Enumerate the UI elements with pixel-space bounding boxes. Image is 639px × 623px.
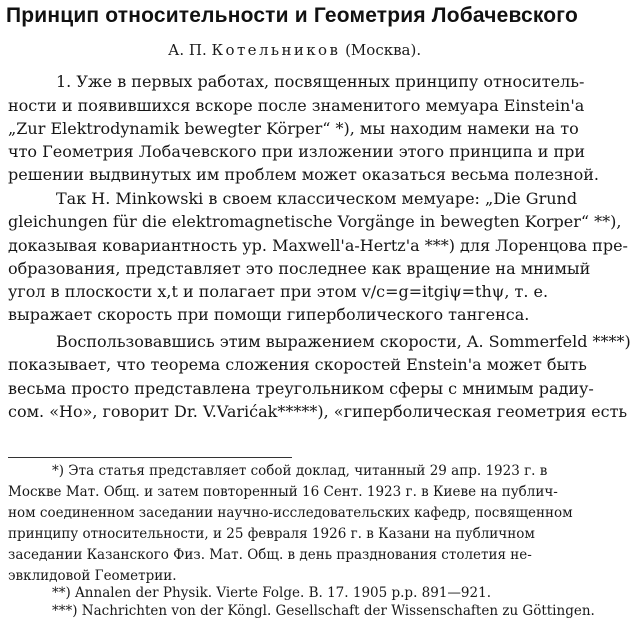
body-line: показывает, что теорема сложения скоростей Enstein'а может быть [8,355,587,374]
body-line: что Геометрия Лобачевского при изложении этого принципа и при [8,142,586,161]
body-line: 1. Уже в первых работах, посвященных принципу относитель- [56,72,585,91]
footnote-line: принципу относительности, и 25 февраля 1926 г. в Казани на публичном [8,526,535,542]
footnote-line: заседании Казанского Физ. Мат. Общ. в день празднования столетия не- [8,547,532,563]
body-line: весьма просто представлена треугольником сферы с мнимым радиу- [8,379,594,398]
body-line: доказывая ковариантность ур. Maxwell'а-Hertz'а ***) для Лоренцова пре- [8,236,628,255]
footnote-line: эвклидовой Геометрии. [8,568,177,584]
author-initials: А. П. [168,41,207,59]
body-line: „Zur Elektrodynamik bewegter Körper“ *), мы находим намеки на то [8,119,579,138]
footnote-line: ном соединенном заседании научно-исследовательских кафедр, посвященном [8,505,573,521]
footnote-line: Москве Мат. Общ. и затем повторенный 16 Сент. 1923 г. в Киеве на публич- [8,484,558,500]
body-line: выражает скорость при помощи гиперболического тангенса. [8,305,530,324]
body-line: решении выдвинутых им проблем может оказаться весьма полезной. [8,165,599,184]
body-line: ности и появившихся вскоре после знаменитого мемуара Einstein'а [8,96,585,115]
body-line: угол в плоскости x,t и полагает при этом v/c=g=itgiψ=thψ, т. е. [8,282,549,301]
author-name: Котельников [211,41,341,59]
footnote-divider [8,457,292,458]
author-line [168,41,421,59]
footnote-line: ***) Nachrichten von der Köngl. Gesellschaft der Wissenschaften zu Göttingen. [52,603,595,619]
footnote-line: *) Эта статья представляет собой доклад, читанный 29 апр. 1923 г. в [52,463,548,479]
body-line: Воспользовавшись этим выражением скорости, A. Sommerfeld ****) [56,332,631,351]
body-line: образования, представляет это последнее как вращение на мнимый [8,259,591,278]
body-line: сом. «Но», говорит Dr. V.Varićak*****), «гиперболическая геометрия есть [8,402,628,421]
author-city: (Москва). [345,41,422,59]
body-line: gleichungen für die elektromagnetische Vorgänge in bewegten Korper“ **), [8,212,622,231]
body-line: Так H. Minkowski в своем классическом мемуаре: „Die Grund [56,189,578,208]
article-title: Принцип относительности и Геометрия Лобачевского [6,4,578,27]
footnote-line: **) Annalen der Physik. Vierte Folge. B. 17. 1905 p.p. 891—921. [52,585,491,601]
